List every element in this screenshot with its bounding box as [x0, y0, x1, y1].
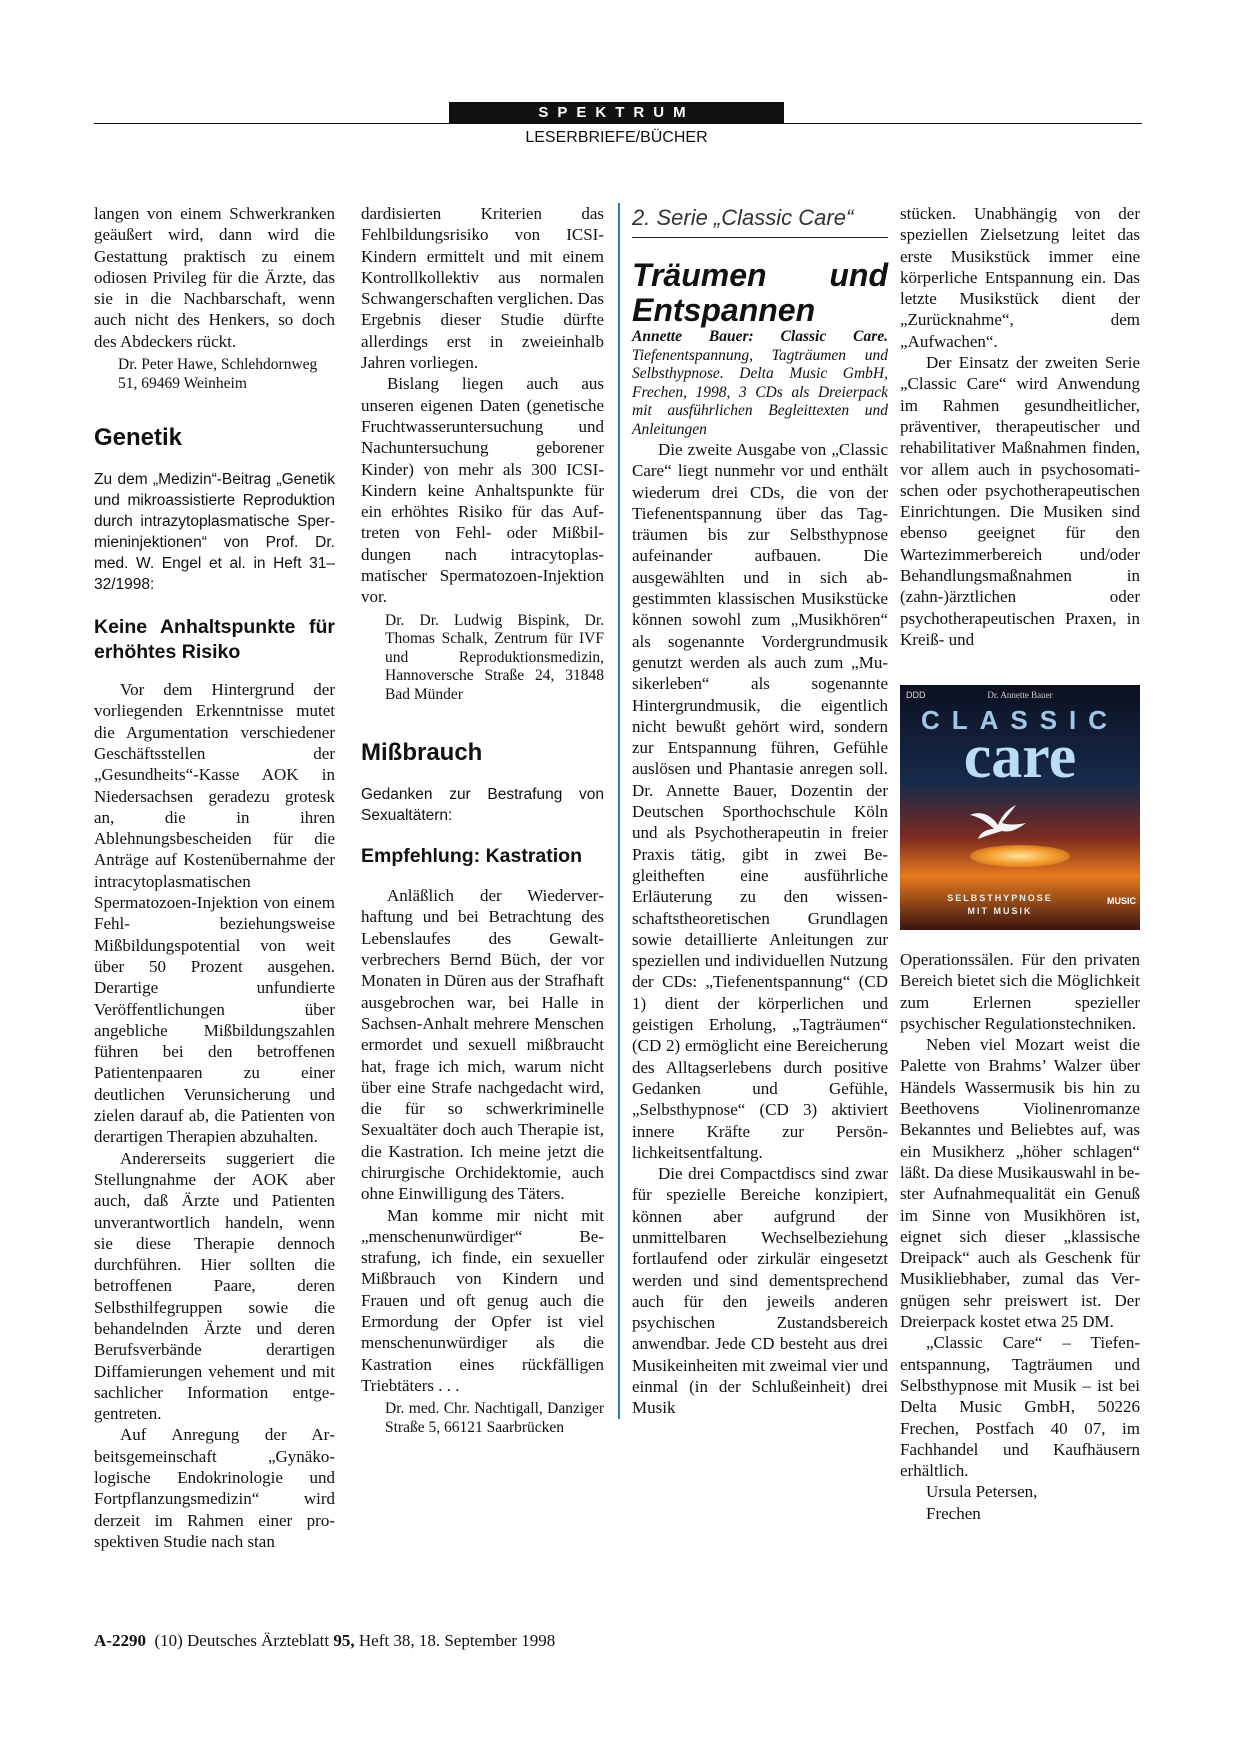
header-rule: [94, 123, 1142, 124]
paragraph: Anläßlich der Wiederverhaftung und bei Betrachtung des Lebenslaufes des Gewaltverbrechers Bernd Büch, der vor Monaten in Düren aus der Strafhaft ausgebrochen war, bei Halle in Sachsen-Anhalt mehrere Menschen ermordet und sexuell mißbraucht hat, frage ich mich, warum nicht über eine Strafe nachgedacht wird, die für so schwerkriminelle Sexualtäter doch auch Therapie ist, die Kastration. Ich meine jetzt die chirurgische Orchidektomie, auch ohne Einwilligung des Täters.: [361, 886, 604, 1204]
paragraph: „Classic Care“ – Tiefenentspannung, Tagträumen und Selbsthypnose mit Musik – ist bei Delta Music GmbH, 50226 Frechen, Postfach 40 07, im Fachhandel und Kaufhäusern erhältlich.: [900, 1333, 1140, 1481]
footer-journal: (10) Deutsches Ärzteblatt: [145, 1631, 334, 1650]
section-banner: SPEKTRUM: [449, 102, 784, 124]
signature: Dr. Dr. Ludwig Bispink, Dr. Thomas Schalk, Zentrum für IVF und Reproduktionsmedizin, Hannoversche Straße 24, 31848 Bad Münder: [385, 611, 604, 703]
cover-ddd: DDD: [906, 690, 926, 700]
paragraph: Der Einsatz der zweiten Serie „Classic Care“ wird Anwendung im Rahmen gesundheitlicher, präventiver, therapeutischer und rehabilitativer Maßnahmen finden, vor allem auch in psychosomatischen oder psychotherapeutischen Einrichtungen. Die Musiken sind ebenso geeignet für den Wartezimmerbereich und/oder Behandlungsmaßnahmen in (zahn-)ärztlichen oder psychotherapeutischen Praxen, in Kreiß- und: [900, 353, 1140, 649]
paragraph: Bislang liegen auch aus unseren eigenen Daten (genetische Fruchtwasseruntersuchung und Nachuntersuchung geborener Kinder) von mehr als 300 ICSI-Kindern keine Anhaltspunkte für ein erhöhtes Risiko für das Auftreten von Fehl- oder Mißbildungen nach intracytoplasmatischer Spermatozoen-Injektion vor.: [361, 374, 604, 607]
paragraph: Vor dem Hintergrund der vorliegenden Erkenntnisse mutet die Argumentation verschiedener Geschäftsstellen der „Gesundheits“-Kasse AOK in Niedersachsen geradezu grotesk an, die in ihren Ablehnungsbescheiden für die Anträge auf Kostenübernahme der intracytoplasmatischen Spermatozoen-Injektion von einem Fehl- beziehungsweise Mißbildungspotential von weit über 50 Prozent ausgehen. Derartige unfundierte Veröffentlichungen über angebliche Mißbildungszahlen führen bei den betroffenen Patientenpaaren zu einer deutlichen Verunsicherung und zielen darauf ab, die Patienten von derartigen Therapien abzuhalten.: [94, 680, 335, 1147]
paragraph: langen von einem Schwerkranken geäußert wird, dann wird die Gestattung praktisch zu einem odiosen Privileg für die Ärzte, das sie in die Nachbarschaft, wenn auch nicht des Henkers, so doch des Abdeckers rückt.: [94, 204, 335, 351]
cover-author: Dr. Annette Bauer: [987, 690, 1053, 700]
review-title: Träumen und Entspannen: [632, 257, 888, 328]
column-1: [94, 203, 335, 1552]
book-details: Tiefenentspannung, Tagträumen und Selbsthypnose. Delta Music GmbH, Frechen, 1998, 3 CDs als Dreierpack mit ausführlichen Begleittexten und Anleitungen: [632, 346, 888, 438]
signature: Dr. med. Chr. Nachtigall, Danziger Straße 5, 66121 Saarbrücken: [385, 1400, 604, 1436]
article-reference: Zu dem „Medizin“-Beitrag „Genetik und mikroassistierte Reproduktion durch intrazytoplasmatische Spermieninjektionen“ von Prof. Dr. med. W. Engel et al. in Heft 31–32/1998:: [94, 471, 335, 594]
cover-sunset: [970, 845, 1070, 867]
book-reference: [632, 328, 888, 439]
paragraph: Die zweite Ausgabe von „Classic Care“ liegt nunmehr vor und enthält wiederum drei CDs, die von der Tiefenentspannung über das Tagträumen bis zur Selbsthypnose aufeinander aufbauen. Die ausgewählten und in sich abgestimmten klassischen Musikstücke können sowohl zum „Musikhören“ als sogenannte Vordergrundmusik genutzt werden als auch zum „Musikerleben“ als sogenannte Hintergrundmusik, die eigentlich nicht bewußt gehört wird, sondern zur Entspannung führen, Gefühle auslösen und Phantasie anregen soll. Dr. Annette Bauer, Dozentin der Deutschen Sporthochschule Köln und als Psychotherapeutin in freier Praxis tätig, gibt in zwei Begleitheften eine ausführliche Erläuterung zu den wissenschaftstheoretischen Grundlagen sowie detaillierte Anleitungen zur speziellen und individuellen Nutzung der CDs: „Tiefenentspannung“ (CD 1) dient der körperlichen und geistigen Erholung, „Tagträumen“ (CD 2) ermöglicht eine Bereicherung des Alltagserlebens durch positive Gedanken und Gefühle, „Selbsthypnose“ (CD 3) aktiviert innere Kräfte zur Persönlichkeitsentfaltung.: [632, 440, 888, 1162]
paragraph: stücken. Unabhängig von der speziellen Zielsetzung leitet das erste Musikstück immer eine körperliche Entspannung ein. Das letzte Musikstück dient der „Zurücknahme“, dem „Aufwachen“.: [900, 204, 1140, 351]
signature-name: Ursula Petersen,: [926, 1482, 1038, 1502]
footer-volume: 95,: [333, 1631, 355, 1650]
letter-heading: Keine Anhaltspunkte für erhöhtes Risiko: [94, 616, 335, 664]
paragraph: Die drei Compactdiscs sind zwar für spezielle Bereiche konzipiert, können aber aufgrund der unmittelbaren Wechselbeziehung fortlaufend oder zirkulär eingesetzt werden und sind dementsprechend auch für den jeweils anderen psychischen Zustandsbereich anwendbar. Jede CD besteht aus drei Musikeinheiten mit zweimal vier und einmal (in der Schlußeinheit) drei Musik: [632, 1164, 888, 1418]
paragraph: Neben viel Mozart weist die Palette von Brahms’ Walzer über Händels Wassermusik bis hin zu Beethovens Violinenromanze Bekanntes und Beliebtes auf, was ein Musikherz „höher schlagen“ läßt. Da diese Musikauswahl in bester Aufnahmequalität ein Genuß im Sinne von Musikhören ist, eignet sich dieser „klassische Dreipack“ auch als Geschenk für Musikliebhaber, zumal das Vergnügen sehr preiswert ist. Der Dreierpack kostet etwa 25 DM.: [900, 1035, 1140, 1332]
signature: Dr. Peter Hawe, Schlehdornweg 51, 69469 Weinheim: [118, 356, 318, 392]
cover-label-logo: MUSIC: [1107, 896, 1136, 906]
paragraph: Man komme mir nicht mit „menschenunwürdiger“ Bestrafung, ich finde, ein sexueller Mißbrauch von Kindern und Frauen und oft genug auch die Ermordung der Opfer ist viel menschenunwürdiger als die Kastration eines rückfälligen Triebtäters . . .: [361, 1205, 604, 1395]
article-reference: Gedanken zur Bestrafung von Sexualtätern:: [361, 786, 604, 825]
paragraph: Operationssälen. Für den privaten Bereich bietet sich die Möglichkeit zum Erlernen spezieller psychischer Regulationstechniken.: [900, 950, 1140, 1033]
book-author-title: Annette Bauer: Classic Care.: [632, 328, 888, 345]
page-number: A-2290: [94, 1631, 146, 1650]
paragraph: Andererseits suggeriert die Stellungnahme der AOK aber auch, daß Ärzte und Patienten unverantwortlich handeln, wenn sie diese Therapie dennoch durchführen. Hier sollten die betroffenen Paare, deren Selbsthilfegruppen sowie die behandelnden Ärzte und deren Berufsverbände derartigen Diffamierungen vehement und mit sachlicher Information entgegentreten.: [94, 1148, 335, 1424]
cover-subtitle-1: SELBSTHYPNOSE: [947, 893, 1053, 903]
section-heading: Genetik: [94, 424, 183, 452]
cover-word-care: care: [963, 723, 1077, 791]
column-3-book-review: [618, 203, 888, 1419]
paragraph: Auf Anregung der Arbeitsgemeinschaft „Gynäkologische Endokrinologie und Fortpflanzungsmedizin“ wird derzeit im Rahmen einer prospektiven Studie nach stan: [94, 1425, 335, 1551]
section-subtitle: LESERBRIEFE/BÜCHER: [525, 129, 708, 146]
footer-issue: Heft 38, 18. September 1998: [354, 1631, 556, 1650]
series-label: 2. Serie „Classic Care“: [632, 203, 888, 238]
column-4-continued: [900, 949, 1140, 1524]
cd-cover-image: [900, 685, 1140, 930]
cover-subtitle-2: MIT MUSIK: [967, 906, 1033, 916]
signature-city: Frechen: [926, 1503, 981, 1523]
letter-heading: Empfehlung: Kastration: [361, 845, 583, 868]
column-4: [900, 203, 1140, 650]
section-heading: Mißbrauch: [361, 739, 483, 767]
page-footer: [94, 1631, 555, 1651]
column-2: [361, 203, 604, 1437]
dove-icon: [968, 803, 1028, 843]
paragraph: dardisierten Kriterien das Fehlbildungsrisiko von ICSI-Kindern ermittelt und mit einem Kontrollkollektiv aus normalen Schwangerschaften verglichen. Das Ergebnis dieser Studie dürfte allerdings erst in zweieinhalb Jahren vorliegen.: [361, 204, 604, 373]
cover-word-classic: CLASSIC: [920, 705, 1120, 735]
